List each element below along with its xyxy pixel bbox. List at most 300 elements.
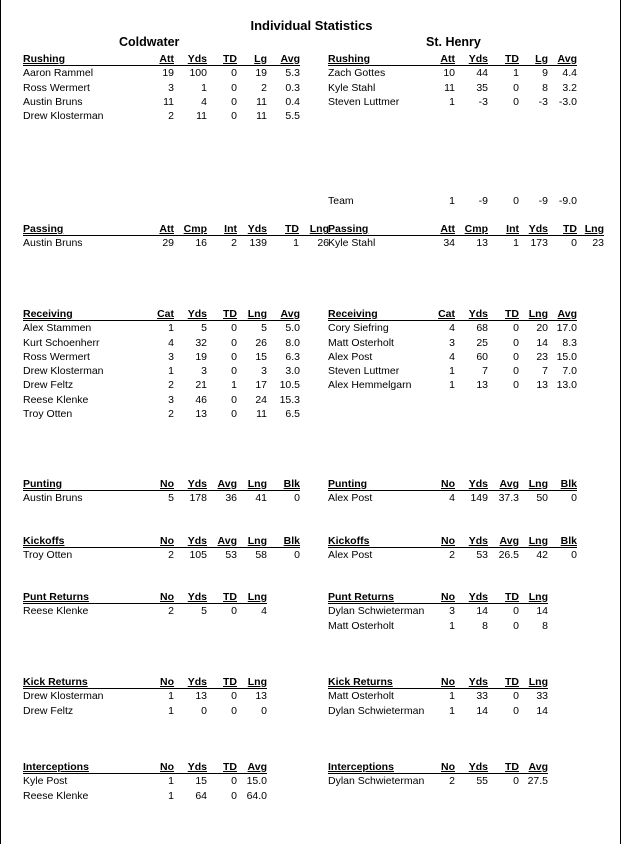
column-header: Lng — [247, 591, 267, 603]
section-title: Punt Returns — [328, 591, 394, 603]
column-header: TD — [505, 676, 519, 688]
stat-value: 42 — [536, 549, 548, 562]
table-header — [328, 222, 623, 236]
stat-value: 2 — [449, 549, 455, 562]
stat-value: 1 — [168, 365, 174, 378]
stat-value: 33 — [536, 690, 548, 703]
stat-value: 19 — [255, 67, 267, 80]
column-header: Lg — [535, 53, 548, 65]
column-header: Cmp — [183, 223, 207, 235]
stat-value: 0 — [571, 492, 577, 505]
table-row — [23, 548, 323, 562]
column-header: Avg — [217, 478, 237, 490]
stat-value: 0 — [231, 350, 237, 363]
column-header: TD — [505, 308, 519, 320]
stat-value: 13 — [195, 408, 207, 421]
player-name: Drew Klosterman — [23, 690, 104, 703]
player-name: Alex Post — [328, 492, 373, 505]
column-header: Yds — [468, 761, 488, 773]
stat-value: 0 — [201, 704, 207, 717]
table-row — [23, 789, 323, 803]
column-header: Avg — [280, 308, 300, 320]
column-header: TD — [223, 308, 237, 320]
table-row — [328, 321, 623, 335]
column-header: No — [160, 761, 174, 773]
table-header — [23, 590, 323, 604]
left-punt-returns-table — [23, 590, 323, 619]
stat-value: 178 — [189, 492, 207, 505]
stat-value: 1 — [168, 775, 174, 788]
player-name: Dylan Schwieterman — [328, 704, 425, 717]
stat-value: 173 — [530, 237, 548, 250]
stat-value: 8 — [542, 619, 548, 632]
stat-value: 0 — [294, 549, 300, 562]
table-row — [23, 350, 323, 364]
stat-value: 13 — [536, 379, 548, 392]
stat-value: 44 — [476, 67, 488, 80]
stat-value: 35 — [476, 81, 488, 94]
player-name: Troy Otten — [23, 549, 73, 562]
stat-value: 36 — [225, 492, 237, 505]
stat-value: 4 — [449, 492, 455, 505]
stat-value: 0 — [231, 704, 237, 717]
column-header: Blk — [283, 535, 300, 547]
stat-value: -9 — [538, 195, 548, 207]
table-header — [328, 590, 623, 604]
table-row — [328, 236, 623, 250]
player-name: Ross Wermert — [23, 81, 90, 94]
stat-value: 4 — [201, 95, 207, 108]
column-header: TD — [505, 591, 519, 603]
stat-value: 15 — [195, 775, 207, 788]
right-receiving-table — [328, 307, 623, 393]
stat-value: 0 — [513, 775, 519, 788]
table-row — [23, 364, 323, 378]
stat-value: -9 — [478, 195, 488, 207]
page-title: Individual Statistics — [250, 18, 373, 33]
column-header: TD — [223, 591, 237, 603]
stat-value: 5 — [261, 322, 267, 335]
stat-value: 0 — [231, 365, 237, 378]
stat-value: 1 — [449, 619, 455, 632]
stat-value: 13 — [476, 237, 488, 250]
stat-value: 19 — [195, 350, 207, 363]
stat-value: 2 — [261, 81, 267, 94]
column-header: No — [441, 761, 455, 773]
left-rushing-table — [23, 52, 323, 123]
stat-value: 3 — [168, 393, 174, 406]
section-title: Receiving — [23, 308, 73, 320]
column-header: Lng — [528, 676, 548, 688]
stat-value: 1 — [449, 195, 455, 207]
column-header: Blk — [283, 478, 300, 490]
stat-value: 0 — [231, 336, 237, 349]
player-name: Aaron Rammel — [23, 67, 94, 80]
stat-value: 1 — [449, 704, 455, 717]
stat-value: 1 — [513, 237, 519, 250]
table-row — [328, 604, 623, 618]
table-row — [23, 109, 323, 123]
player-name: Alex Hemmelgarn — [328, 379, 412, 392]
column-header: Avg — [280, 53, 300, 65]
stat-value: 34 — [443, 237, 455, 250]
table-row — [328, 364, 623, 378]
column-header: Att — [440, 223, 455, 235]
player-name: Drew Klosterman — [23, 365, 104, 378]
stat-value: 11 — [163, 95, 174, 108]
table-header — [328, 675, 623, 689]
stat-value: 0 — [571, 237, 577, 250]
column-header: Cat — [157, 308, 174, 320]
column-header: Att — [159, 223, 174, 235]
right-punt-returns-table — [328, 590, 623, 633]
table-header — [328, 477, 623, 491]
column-header: Lng — [247, 478, 267, 490]
stat-value: 3 — [201, 365, 207, 378]
player-name: Drew Klosterman — [23, 110, 104, 123]
stat-value: 5 — [168, 492, 174, 505]
stat-value: 68 — [476, 322, 488, 335]
left-kick-returns-table — [23, 675, 323, 718]
stat-value: 6.3 — [285, 350, 300, 363]
column-header: Avg — [528, 761, 548, 773]
stat-value: 0 — [513, 690, 519, 703]
column-header: Lng — [247, 676, 267, 688]
stat-value: 15.0 — [246, 775, 267, 788]
table-row — [23, 704, 323, 718]
player-name: Cory Siefring — [328, 322, 389, 335]
table-row — [23, 236, 329, 250]
player-name: Zach Gottes — [328, 67, 386, 80]
column-header: Yds — [468, 676, 488, 688]
stat-value: 0 — [231, 322, 237, 335]
player-name: Dylan Schwieterman — [328, 605, 425, 618]
stat-value: 29 — [162, 237, 174, 250]
column-header: Yds — [468, 308, 488, 320]
player-name: Kyle Stahl — [328, 237, 376, 250]
stat-value: 11 — [196, 110, 207, 123]
column-header: Yds — [247, 223, 267, 235]
stat-value: 58 — [255, 549, 267, 562]
column-header: Yds — [187, 591, 207, 603]
stat-value: 0 — [513, 365, 519, 378]
stat-value: 10 — [443, 67, 455, 80]
stat-value: 1 — [449, 365, 455, 378]
section-title: Kick Returns — [328, 676, 393, 688]
column-header: TD — [563, 223, 577, 235]
right-interceptions-table — [328, 760, 623, 789]
player-name: Kyle Stahl — [328, 81, 376, 94]
left-kickoffs-table — [23, 534, 323, 563]
column-header: TD — [223, 676, 237, 688]
stat-value: 0 — [231, 789, 237, 802]
player-name: Reese Klenke — [23, 605, 89, 618]
player-name: Austin Bruns — [23, 95, 83, 108]
stat-value: 1 — [168, 789, 174, 802]
column-header: Lng — [528, 591, 548, 603]
section-title: Rushing — [23, 53, 65, 65]
stat-value: 4.4 — [562, 67, 577, 80]
stat-value: 1 — [168, 690, 174, 703]
stat-value: 1 — [449, 690, 455, 703]
stat-value: 23 — [592, 237, 604, 250]
column-header: Avg — [499, 478, 519, 490]
table-header — [23, 675, 323, 689]
table-row — [328, 689, 623, 703]
stat-value: 26 — [317, 237, 329, 250]
player-name: Alex Post — [328, 350, 373, 363]
column-header: Yds — [187, 535, 207, 547]
column-header: Avg — [499, 535, 519, 547]
player-name: Austin Bruns — [23, 237, 83, 250]
stat-value: 25 — [476, 336, 488, 349]
column-header: Lng — [528, 535, 548, 547]
stat-value: 0 — [231, 605, 237, 618]
stat-value: 1 — [449, 379, 455, 392]
table-row — [328, 95, 623, 109]
section-title: Interceptions — [23, 761, 89, 773]
stat-value: -3.0 — [558, 95, 577, 108]
player-name: Matt Osterholt — [328, 690, 394, 703]
stat-value: 4 — [449, 322, 455, 335]
table-header — [23, 534, 323, 548]
table-row — [23, 774, 323, 788]
column-header: TD — [505, 761, 519, 773]
stat-value: 0 — [513, 195, 519, 207]
stat-value: 0 — [231, 408, 237, 421]
stat-value: 1 — [513, 67, 519, 80]
column-header: Att — [440, 53, 455, 65]
stat-value: 7 — [482, 365, 488, 378]
section-title: Rushing — [328, 53, 370, 65]
stat-value: 0.4 — [285, 95, 300, 108]
table-header — [328, 52, 623, 66]
stat-value: 7.0 — [562, 365, 577, 378]
stat-value: 0 — [513, 95, 519, 108]
stat-value: -3 — [478, 95, 488, 108]
table-header — [23, 307, 323, 321]
player-name: Austin Bruns — [23, 492, 83, 505]
stat-value: 1 — [168, 322, 174, 335]
stat-value: 3.2 — [562, 81, 577, 94]
stat-value: 0 — [231, 393, 237, 406]
stat-value: 3 — [168, 350, 174, 363]
table-row — [328, 350, 623, 364]
stat-value: 0 — [513, 605, 519, 618]
stat-value: 46 — [195, 393, 207, 406]
player-name: Kurt Schoenherr — [23, 336, 100, 349]
table-row — [23, 81, 323, 95]
table-row — [328, 619, 623, 633]
stat-value: 11 — [256, 408, 267, 421]
section-title: Punting — [328, 478, 368, 490]
table-row — [328, 194, 623, 208]
column-header: Yds — [187, 761, 207, 773]
table-row — [23, 321, 323, 335]
column-header: Cmp — [464, 223, 488, 235]
column-header: Int — [224, 223, 237, 235]
left-interceptions-table — [23, 760, 323, 803]
player-name: Steven Luttmer — [328, 365, 400, 378]
stat-value: 27.5 — [527, 775, 548, 788]
stat-value: 20 — [536, 322, 548, 335]
stat-value: 15 — [255, 350, 267, 363]
table-row — [23, 66, 323, 80]
stat-value: 11 — [444, 81, 455, 94]
table-row — [23, 95, 323, 109]
column-header: Lg — [254, 53, 267, 65]
column-header: No — [441, 676, 455, 688]
stat-value: 0 — [513, 350, 519, 363]
player-name: Reese Klenke — [23, 393, 89, 406]
player-name: Dylan Schwieterman — [328, 775, 425, 788]
right-punting-table — [328, 477, 623, 506]
stat-value: 0 — [231, 775, 237, 788]
stat-value: 2 — [231, 237, 237, 250]
stat-value: 2 — [168, 379, 174, 392]
column-header: No — [160, 676, 174, 688]
stat-value: 21 — [195, 379, 207, 392]
right-passing-table — [328, 222, 623, 251]
column-header: No — [441, 478, 455, 490]
stat-value: 60 — [476, 350, 488, 363]
stat-value: 14 — [536, 704, 548, 717]
stat-value: 1 — [449, 95, 455, 108]
column-header: Yds — [187, 53, 207, 65]
column-header: No — [441, 535, 455, 547]
column-header: No — [160, 478, 174, 490]
column-header: Lng — [584, 223, 604, 235]
table-row — [328, 81, 623, 95]
stat-value: 3.0 — [285, 365, 300, 378]
stat-value: 5.3 — [285, 67, 300, 80]
right-kick-returns-table — [328, 675, 623, 718]
stat-value: 1 — [231, 379, 237, 392]
column-header: TD — [285, 223, 299, 235]
table-row — [23, 689, 323, 703]
stat-value: 41 — [255, 492, 267, 505]
stat-value: 5 — [201, 322, 207, 335]
stat-value: 0 — [513, 322, 519, 335]
column-header: Lng — [247, 308, 267, 320]
player-name: Alex Post — [328, 549, 373, 562]
stat-value: 0 — [571, 549, 577, 562]
stat-value: 6.5 — [285, 408, 300, 421]
stat-value: 0 — [231, 81, 237, 94]
stat-value: 149 — [470, 492, 488, 505]
stat-value: 19 — [162, 67, 174, 80]
stat-value: 139 — [249, 237, 267, 250]
stat-value: 3 — [449, 336, 455, 349]
column-header: Lng — [528, 478, 548, 490]
column-header: Avg — [217, 535, 237, 547]
stat-value: 8.3 — [562, 336, 577, 349]
stat-value: 14 — [536, 605, 548, 618]
stat-value: 3 — [261, 365, 267, 378]
stat-value: 0 — [231, 95, 237, 108]
table-row — [23, 407, 323, 421]
stat-value: 0 — [231, 690, 237, 703]
player-name: Ross Wermert — [23, 350, 90, 363]
stat-value: 0 — [513, 379, 519, 392]
column-header: Lng — [247, 535, 267, 547]
table-header — [23, 477, 323, 491]
stat-value: 0 — [513, 704, 519, 717]
stat-value: 55 — [476, 775, 488, 788]
stat-value: 64.0 — [246, 789, 267, 802]
stat-value: 53 — [225, 549, 237, 562]
stat-value: -3 — [538, 95, 548, 108]
stat-value: 100 — [189, 67, 207, 80]
team-name-left: Coldwater — [119, 35, 180, 49]
stat-value: 0 — [231, 67, 237, 80]
stat-value: 0 — [294, 492, 300, 505]
stat-value: 8.0 — [285, 336, 300, 349]
column-header: Yds — [468, 535, 488, 547]
stat-value: 24 — [255, 393, 267, 406]
table-header — [328, 307, 623, 321]
table-header — [23, 222, 329, 236]
section-title: Kickoffs — [328, 535, 370, 547]
table-row — [23, 393, 323, 407]
stat-value: 7 — [542, 365, 548, 378]
player-name: Troy Otten — [23, 408, 73, 421]
table-header — [328, 534, 623, 548]
stat-value: 0 — [513, 81, 519, 94]
stat-value: 26.5 — [498, 549, 519, 562]
section-title: Kick Returns — [23, 676, 88, 688]
stat-value: 13.0 — [556, 379, 577, 392]
stat-value: 2 — [168, 605, 174, 618]
table-header — [23, 52, 323, 66]
table-row — [328, 548, 623, 562]
column-header: Yds — [187, 478, 207, 490]
stat-value: 15.3 — [279, 393, 300, 406]
right-kickoffs-table — [328, 534, 623, 563]
column-header: Cat — [438, 308, 455, 320]
column-header: Blk — [560, 478, 577, 490]
section-title: Punt Returns — [23, 591, 89, 603]
player-name: Matt Osterholt — [328, 336, 394, 349]
stat-value: 8 — [542, 81, 548, 94]
table-row — [328, 704, 623, 718]
column-header: Lng — [309, 223, 329, 235]
stat-value: 15.0 — [556, 350, 577, 363]
stat-value: 0.3 — [285, 81, 300, 94]
table-row — [23, 378, 323, 392]
column-header: No — [160, 535, 174, 547]
left-punting-table — [23, 477, 323, 506]
column-header: Yds — [468, 478, 488, 490]
table-row — [23, 491, 323, 505]
left-receiving-table — [23, 307, 323, 421]
stat-value: 53 — [476, 549, 488, 562]
stat-value: 0 — [513, 619, 519, 632]
column-header: TD — [505, 53, 519, 65]
player-name: Team — [328, 195, 354, 207]
stat-value: 8 — [482, 619, 488, 632]
stat-value: 14 — [476, 704, 488, 717]
stat-value: 13 — [255, 690, 267, 703]
column-header: Yds — [187, 676, 207, 688]
column-header: Avg — [247, 761, 267, 773]
stat-value: 2 — [449, 775, 455, 788]
player-name: Alex Stammen — [23, 322, 92, 335]
player-name: Steven Luttmer — [328, 95, 400, 108]
stat-value: 2 — [168, 110, 174, 123]
left-passing-table — [23, 222, 329, 251]
stat-value: 37.3 — [498, 492, 519, 505]
